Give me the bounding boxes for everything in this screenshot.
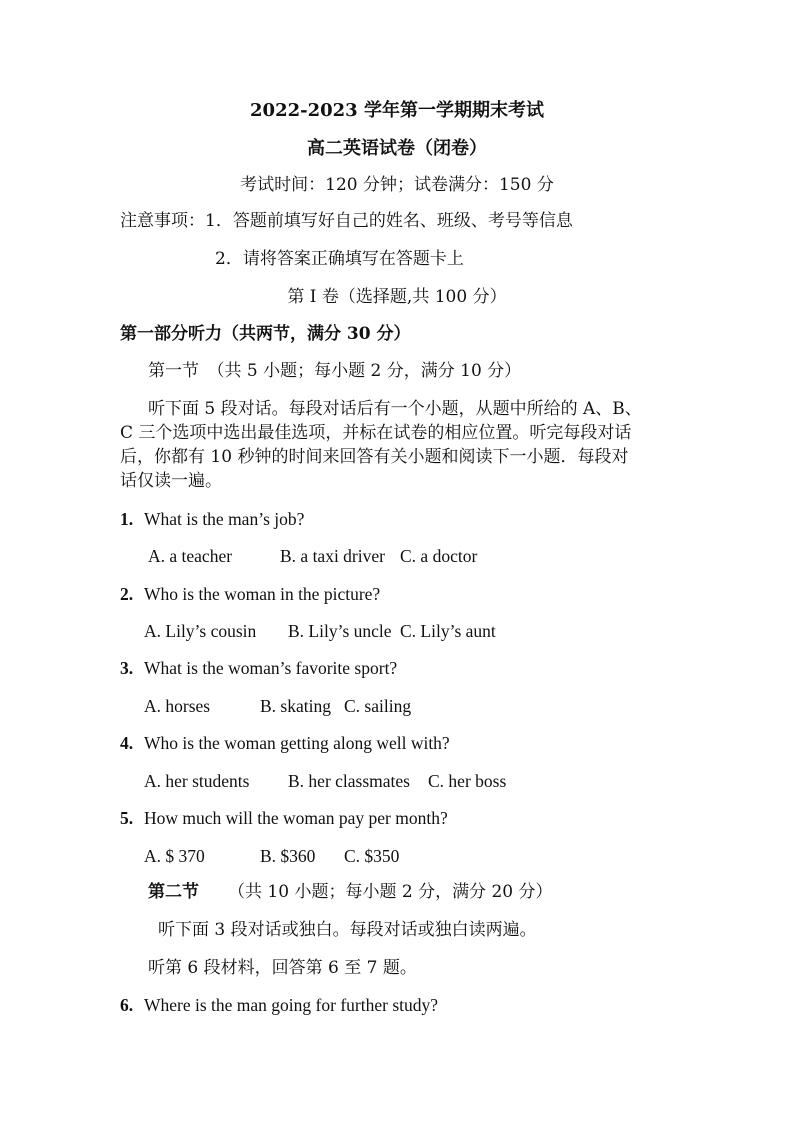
- option-c: C. sailing: [344, 696, 412, 716]
- question-text: Where is the man going for further study?: [144, 995, 439, 1015]
- question-number: 1.: [120, 509, 134, 529]
- instruction-line-1: 听下面 5 段对话。每段对话后有一个小题，从题中所给的 A、B、: [148, 399, 642, 419]
- option-b: B. a taxi driver: [280, 546, 385, 566]
- question-text: Who is the woman in the picture?: [144, 584, 381, 604]
- option-c: C. her boss: [428, 771, 507, 791]
- question-4: [120, 733, 450, 753]
- notes-line-1: [120, 211, 573, 231]
- question-3: [120, 658, 397, 678]
- question-1: [120, 509, 304, 529]
- part1-title: 第一部分听力（共两节，满分 30 分）: [120, 324, 411, 344]
- question-5: [120, 808, 448, 828]
- option-b: B. $360: [260, 846, 316, 866]
- question-3-options: [144, 696, 411, 716]
- option-a: A. horses: [144, 696, 211, 716]
- note-2: 2．请将答案正确填写在答题卡上: [215, 249, 464, 269]
- question-1-options: [148, 546, 477, 566]
- exam-title: 2022-2023 学年第一学期期末考试: [250, 100, 544, 121]
- question-5-options: [144, 846, 399, 866]
- question-2-options: [144, 621, 496, 641]
- option-a: A. $ 370: [144, 846, 205, 866]
- section2-material: 听第 6 段材料，回答第 6 至 7 题。: [148, 958, 417, 978]
- note-1: 1．答题前填写好自己的姓名、班级、考号等信息: [205, 211, 573, 231]
- option-c: C. $350: [344, 846, 400, 866]
- question-text: How much will the woman pay per month?: [144, 808, 448, 828]
- question-4-options: [144, 771, 506, 791]
- question-6: [120, 995, 438, 1015]
- question-number: 6.: [120, 995, 134, 1015]
- notes-label: 注意事项：: [120, 211, 205, 231]
- question-number: 4.: [120, 733, 134, 753]
- section2-label: 第二节: [148, 882, 199, 902]
- option-a: A. Lily’s cousin: [144, 621, 257, 641]
- question-text: What is the woman’s favorite sport?: [144, 658, 398, 678]
- option-b: B. skating: [260, 696, 331, 716]
- section2-instruction: 听下面 3 段对话或独白。每段对话或独白读两遍。: [158, 920, 537, 940]
- option-b: B. Lily’s uncle: [288, 621, 392, 641]
- section1-title: 第一节 （共 5 小题；每小题 2 分，满分 10 分）: [148, 361, 522, 381]
- option-a: A. her students: [144, 771, 250, 791]
- question-text: Who is the woman getting along well with?: [144, 733, 450, 753]
- question-number: 5.: [120, 808, 134, 828]
- section2-title: [148, 882, 553, 902]
- instruction-line-3: 后，你都有 10 秒钟的时间来回答有关小题和阅读下一小题．每段对: [120, 447, 629, 467]
- question-number: 2.: [120, 584, 134, 604]
- question-2: [120, 584, 380, 604]
- instruction-line-4: 话仅读一遍。: [120, 471, 222, 491]
- exam-info: 考试时间：120 分钟；试卷满分：150 分: [240, 175, 554, 195]
- option-b: B. her classmates: [288, 771, 410, 791]
- question-text: What is the man’s job?: [144, 509, 305, 529]
- option-c: C. a doctor: [400, 546, 478, 566]
- question-number: 3.: [120, 658, 134, 678]
- option-c: C. Lily’s aunt: [400, 621, 496, 641]
- instruction-line-2: C 三个选项中选出最佳选项，并标在试卷的相应位置。听完每段对话: [120, 423, 632, 443]
- section2-detail: （共 10 小题；每小题 2 分，满分 20 分）: [228, 882, 553, 902]
- volume-title: 第 Ⅰ 卷（选择题,共 100 分）: [287, 287, 507, 307]
- option-a: A. a teacher: [148, 546, 233, 566]
- exam-subtitle: 高二英语试卷（闭卷）: [307, 138, 487, 159]
